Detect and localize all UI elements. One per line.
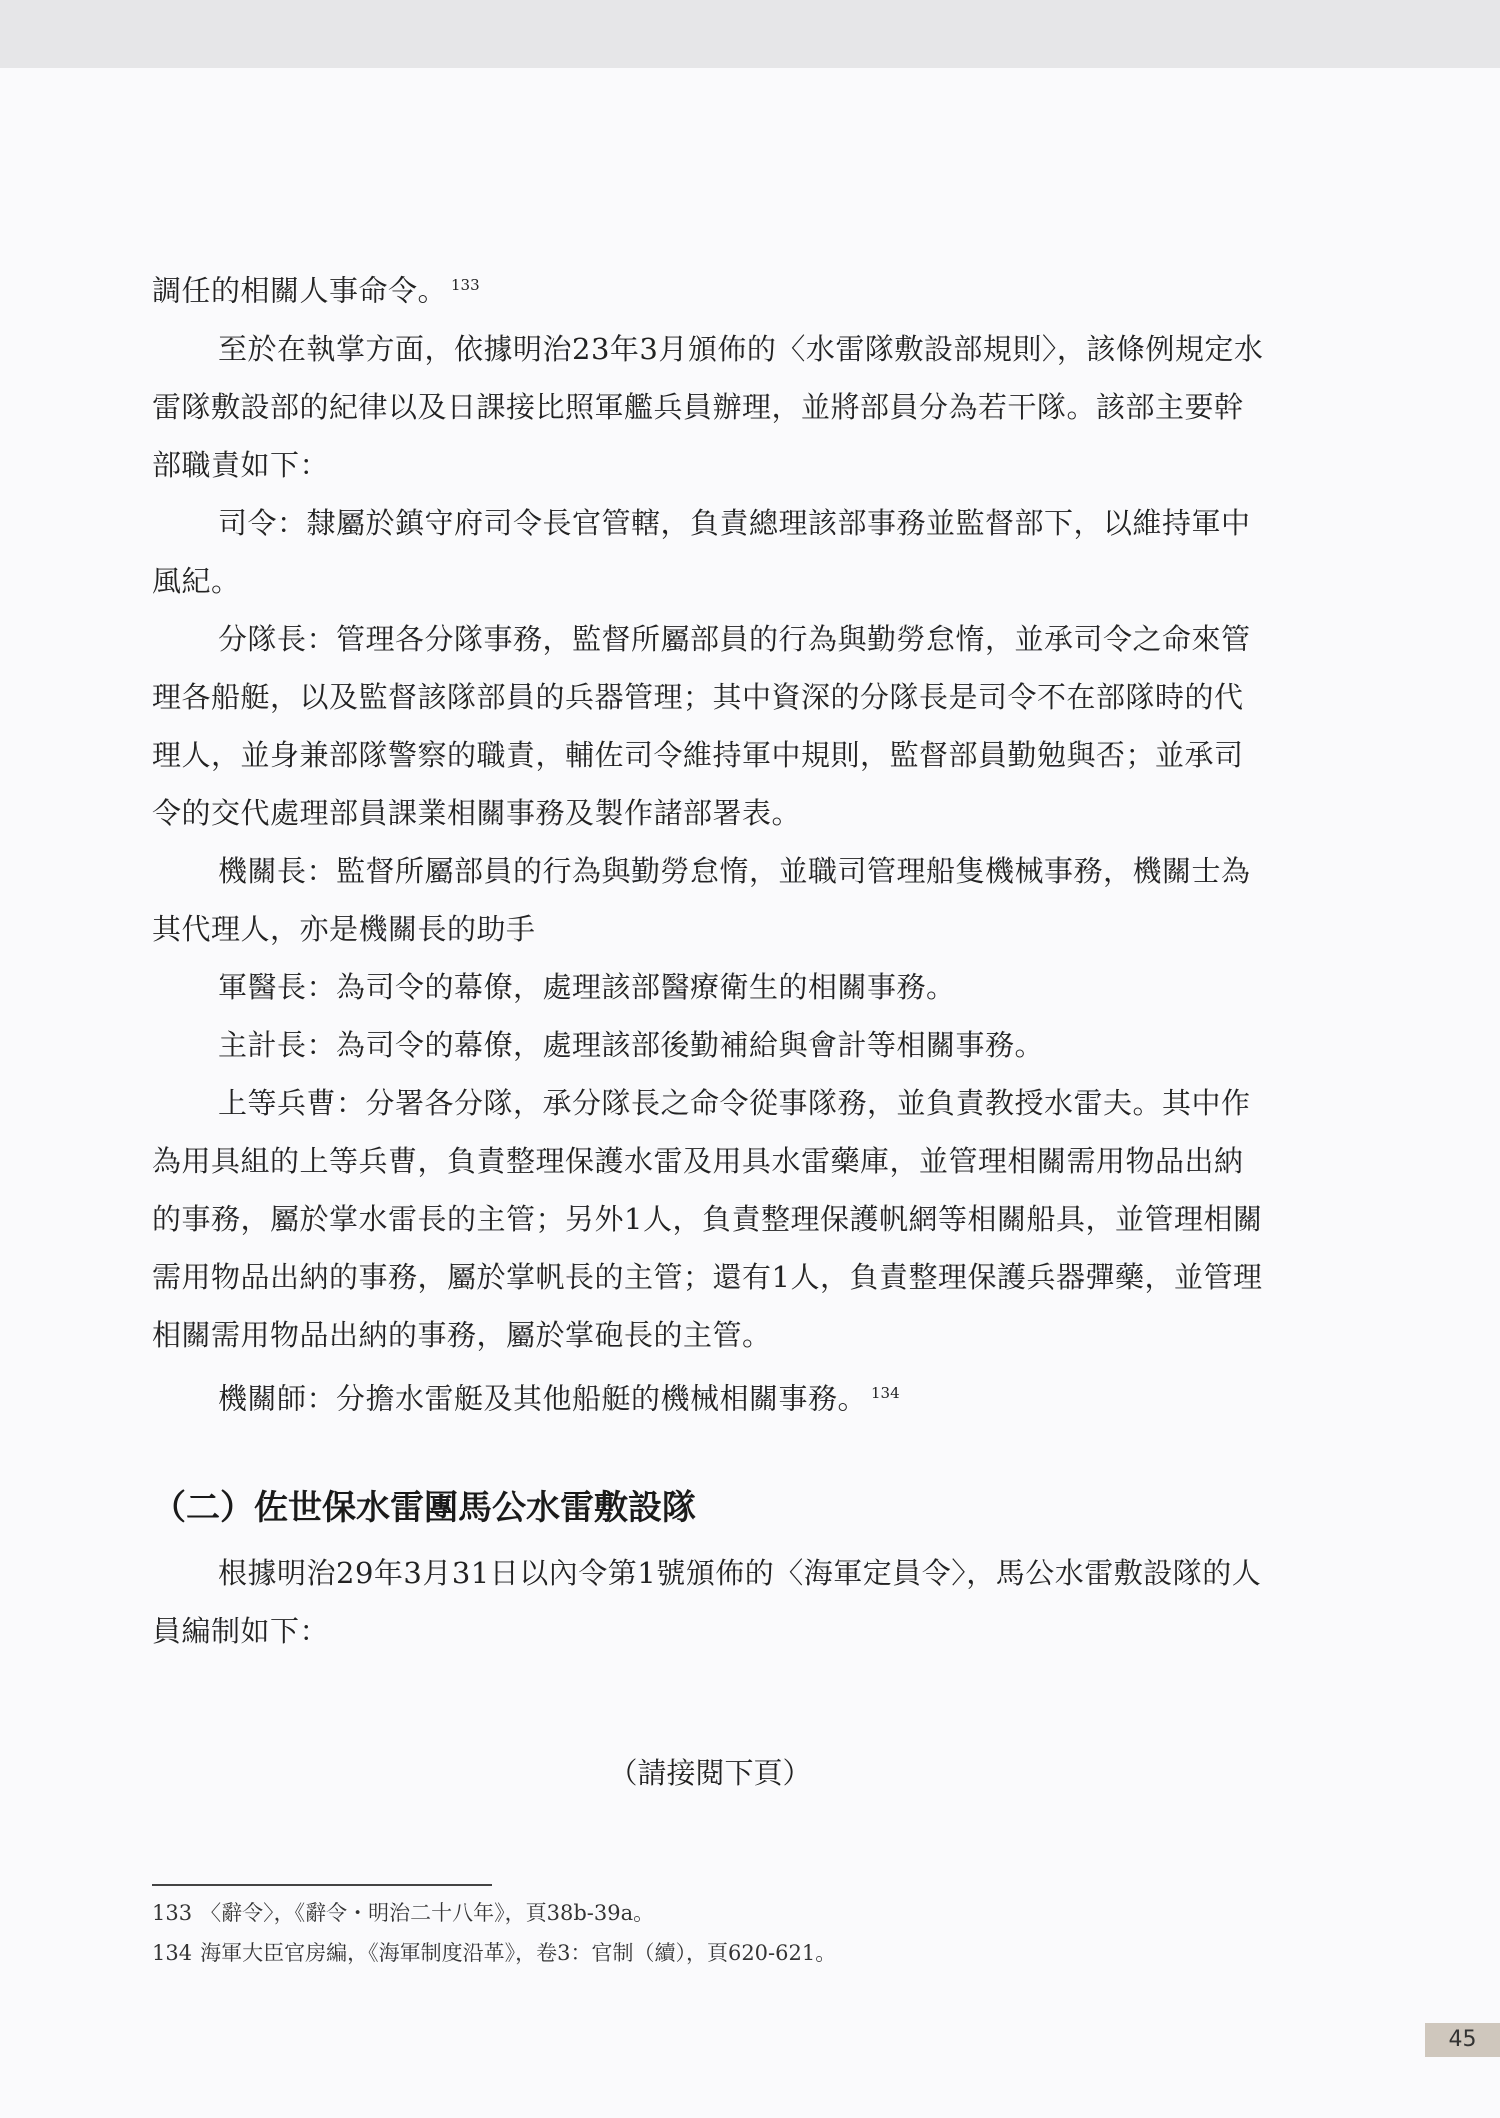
paragraph: 司令：隸屬於鎮守府司令長官管轄，負責總理該部事務並監督部下，以維持軍中風紀。 [152,505,1251,598]
paragraph-text: 機關師：分擔水雷艇及其他船艇的機械相關事務。 [218,1381,868,1416]
paragraph: 機關長：監督所屬部員的行為與勤勞怠惰，並職司管理船隻機械事務，機關士為其代理人，亦是機關長的助手 [152,853,1251,946]
footnote-number: 133 [152,1901,193,1925]
section-heading: （二）佐世保水雷團馬公水雷敷設隊 [152,1488,696,1528]
scan-top-margin [0,0,1500,68]
paragraph [152,256,1272,320]
continue-note: （請接閱下頁） [608,1756,812,1790]
body-text [152,256,1272,1427]
paragraph: 至於在執掌方面，依據明治23年3月頒佈的〈水雷隊敷設部規則〉，該條例規定水雷隊敷設部的紀律以及日課接比照軍艦兵員辦理，並將部員分為若干隊。該部主要幹部職責如下： [152,331,1264,482]
section-body [152,1544,1272,1660]
page-number: 45 [1425,2023,1500,2057]
footnote-number: 134 [152,1941,193,1965]
paragraph-text: 調任的相關人事命令。 [152,273,448,308]
paragraph: 上等兵曹：分署各分隊，承分隊長之命令從事隊務，並負責教授水雷夫。其中作為用具組的上等兵曹，負責整理保護水雷及用具水雷藥庫，並管理相關需用物品出納的事務，屬於掌水雷長的主管；另外1人，負責整理保護帆網等相關船具，並管理相關需用物品出納的事務，屬於掌帆長的主管；還有1人，負責整理保護兵器彈藥，並管理相關需用物品出納的事務，屬於掌砲長的主管。 [152,1085,1263,1352]
footnotes [152,1893,1272,1973]
paragraph: 軍醫長：為司令的幕僚，處理該部醫療衛生的相關事務。 [218,969,956,1004]
footnote-ref: 134 [871,1383,900,1402]
footnote-ref: 133 [451,276,480,294]
footnote-text: 〈辭令〉，《辭令・明治二十八年》，頁38b-39a。 [200,1901,655,1925]
footnote-text: 海軍大臣官房編，《海軍制度沿革》，卷3：官制（續），頁620-621。 [200,1941,837,1965]
paragraph: 分隊長：管理各分隊事務，監督所屬部員的行為與勤勞怠惰，並承司令之命來管理各船艇，以及監督該隊部員的兵器管理；其中資深的分隊長是司令不在部隊時的代理人，並身兼部隊警察的職責，輔佐司令維持軍中規則，監督部員勤勉與否；並承司令的交代處理部員課業相關事務及製作諸部署表。 [152,621,1251,830]
paragraph: 根據明治29年3月31日以內令第1號頒佈的〈海軍定員令〉，馬公水雷敷設隊的人員編制如下： [152,1556,1262,1648]
footnote-divider [152,1884,492,1886]
footnote [152,1893,1272,1933]
paragraph: 主計長：為司令的幕僚，處理該部後勤補給與會計等相關事務。 [218,1027,1045,1062]
footnote [152,1933,1272,1973]
paragraph [152,1364,1272,1428]
